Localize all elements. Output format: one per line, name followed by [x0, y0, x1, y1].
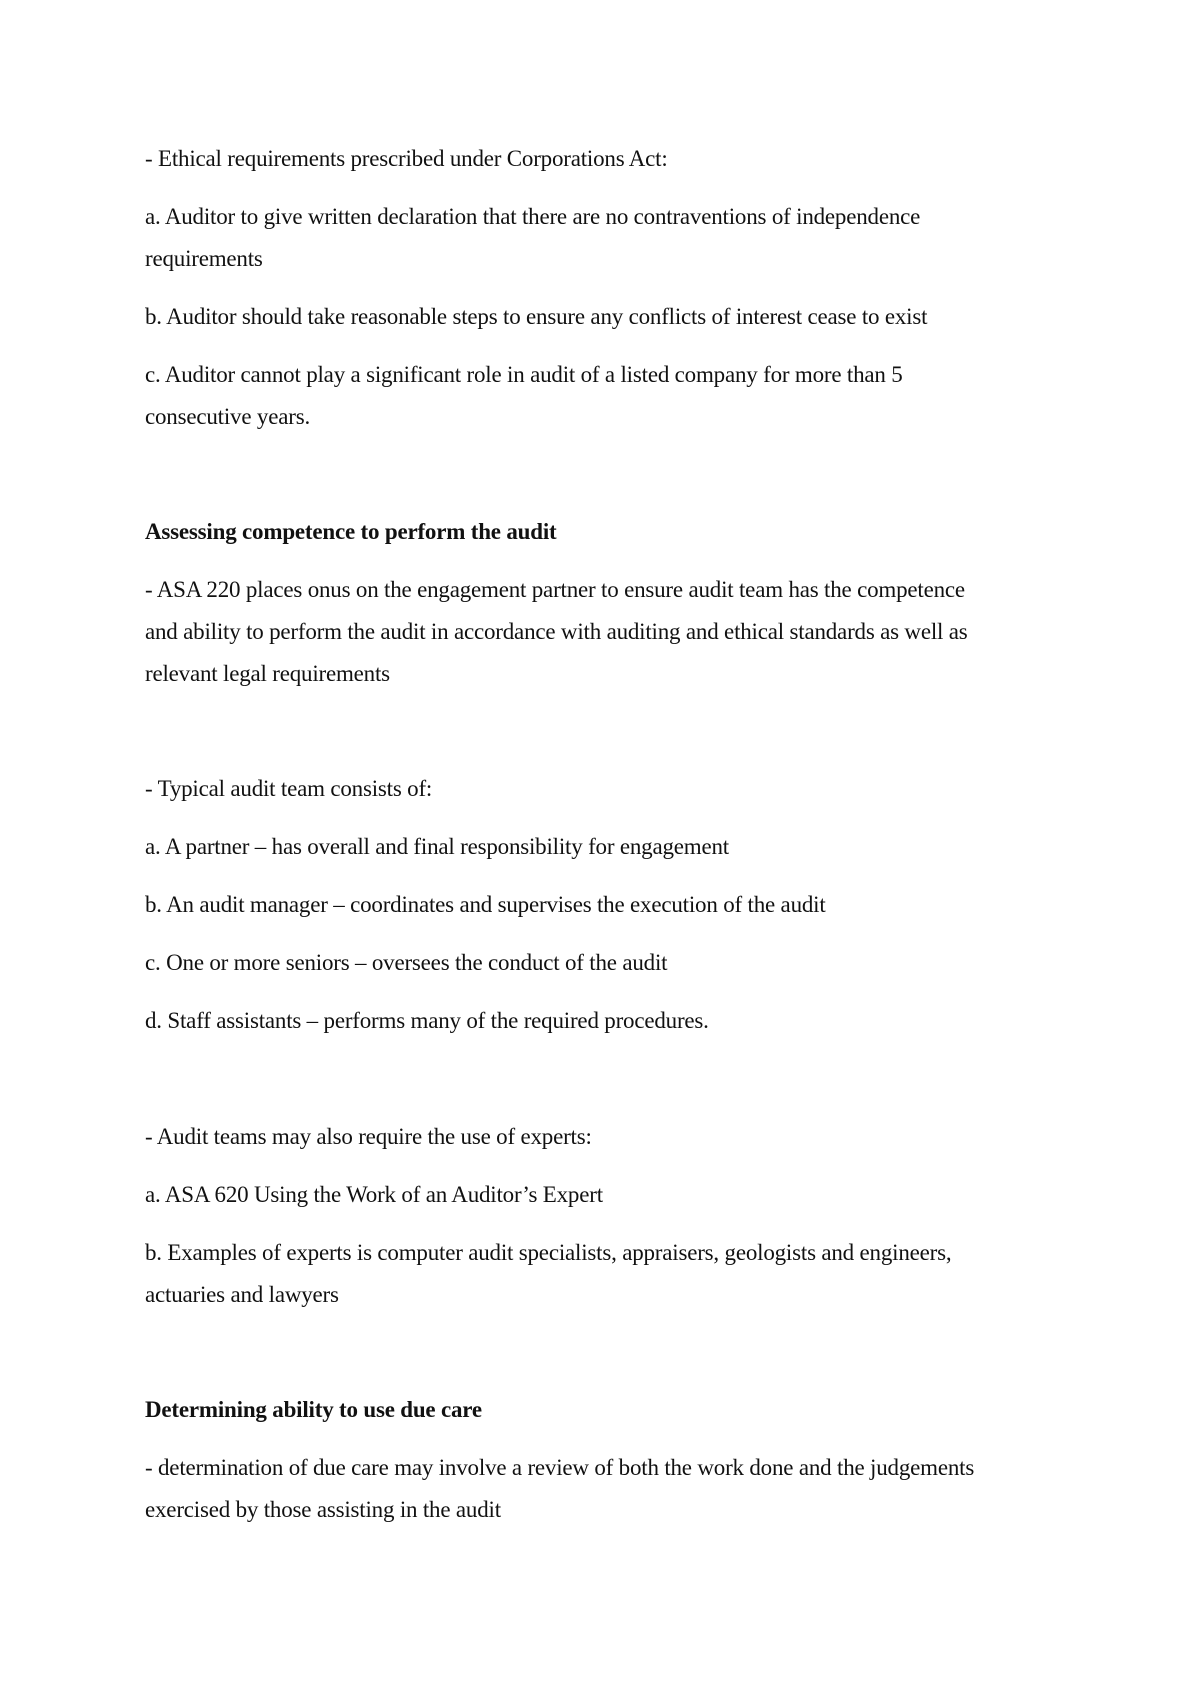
due-care-paragraph-line2: exercised by those assisting in the audit: [145, 1497, 501, 1522]
experts-intro: - Audit teams may also require the use of experts:: [145, 1124, 592, 1149]
asa220-paragraph-line1: - ASA 220 places onus on the engagement partner to ensure audit team has the competence: [145, 577, 965, 602]
ethical-item-a-line2: requirements: [145, 246, 263, 271]
audit-team-item-b: b. An audit manager – coordinates and supervises the execution of the audit: [145, 892, 826, 917]
audit-team-item-c: c. One or more seniors – oversees the conduct of the audit: [145, 950, 668, 975]
ethical-item-c-line2: consecutive years.: [145, 404, 310, 429]
asa220-paragraph-line2: and ability to perform the audit in accordance with auditing and ethical standards as well as: [145, 619, 968, 644]
ethical-item-a-line1: a. Auditor to give written declaration that there are no contraventions of independence: [145, 204, 921, 229]
ethical-item-b: b. Auditor should take reasonable steps to ensure any conflicts of interest cease to exist: [145, 304, 928, 329]
experts-item-b-line2: actuaries and lawyers: [145, 1282, 339, 1307]
ethical-requirements-intro: - Ethical requirements prescribed under Corporations Act:: [145, 146, 668, 171]
heading-due-care: Determining ability to use due care: [145, 1397, 482, 1422]
experts-item-a: a. ASA 620 Using the Work of an Auditor’s Expert: [145, 1182, 603, 1207]
audit-team-item-a: a. A partner – has overall and final responsibility for engagement: [145, 834, 729, 859]
ethical-item-c-line1: c. Auditor cannot play a significant role in audit of a listed company for more than 5: [145, 362, 903, 387]
due-care-paragraph-line1: - determination of due care may involve a review of both the work done and the judgements: [145, 1455, 975, 1480]
audit-team-intro: - Typical audit team consists of:: [145, 776, 433, 801]
asa220-paragraph-line3: relevant legal requirements: [145, 661, 390, 686]
heading-assessing-competence: Assessing competence to perform the audit: [145, 519, 557, 544]
audit-team-item-d: d. Staff assistants – performs many of the required procedures.: [145, 1008, 709, 1033]
experts-item-b-line1: b. Examples of experts is computer audit specialists, appraisers, geologists and engineers,: [145, 1240, 952, 1265]
